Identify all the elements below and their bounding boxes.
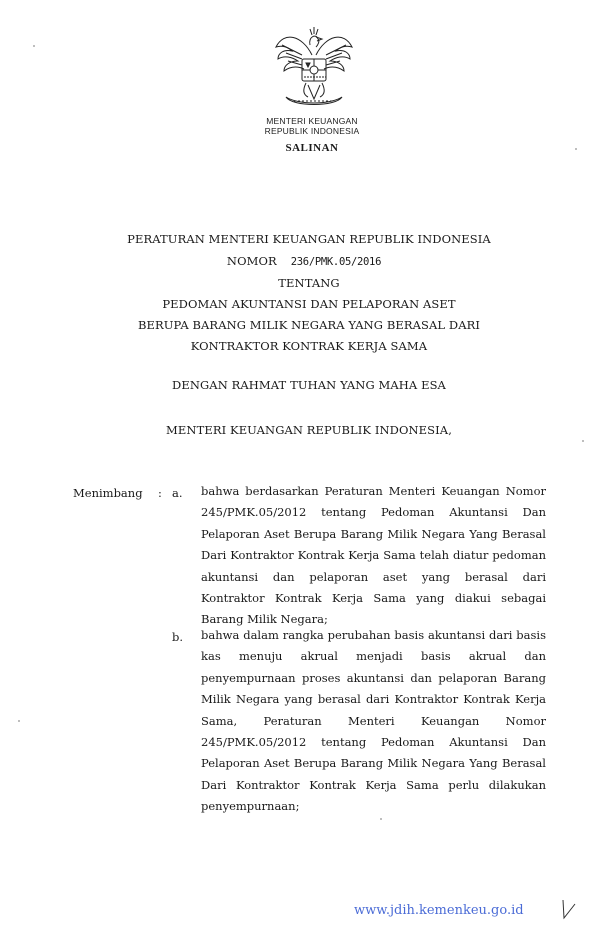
scan-speck (380, 818, 382, 820)
item-a-paragraph: bahwa berdasarkan Peraturan Menteri Keuangan Nomor 245/PMK.05/2012 tentang Pedoman Akuntansi Dan Pelaporan Aset Berupa Barang Milik Negara Yang Berasal Dari Kontraktor Kontrak Kerja Sama telah diatur pedoman akuntansi dan pelaporan aset yang berasal dari Kontraktor Kontrak Kerja Sama yang diakui sebagai Barang Milik Negara; (201, 484, 546, 627)
scan-speck (582, 440, 584, 442)
item-b-letter: b. (172, 630, 184, 644)
subject-line-3: KONTRAKTOR KONTRAK KERJA SAMA (190, 339, 428, 353)
nomor-label: NOMOR (226, 254, 277, 268)
subject-line-2: BERUPA BARANG MILIK NEGARA YANG BERASAL DARI (137, 318, 481, 332)
garuda-emblem-icon (272, 25, 356, 113)
paraf-initial-icon (560, 898, 578, 920)
item-a-letter: a. (172, 486, 183, 500)
tentang-label: TENTANG (278, 276, 340, 290)
nomor-value: 236/PMK.05/2016 (290, 256, 382, 268)
org-name-line1: MENTERI KEUANGAN (266, 116, 358, 126)
item-b-paragraph: bahwa dalam rangka perubahan basis akuntansi dari basis kas menuju akrual menjadi basis akrual dan penyempurnaan proses akuntansi dan pelaporan Barang Milik Negara yang berasal dari Kontraktor Kontrak Kerja Sama, Peraturan Menteri Keuangan Nomor 245/PMK.05/2012 tentang Pedoman Akuntansi Dan Pelaporan Aset Berupa Barang Milik Negara Yang Berasal Dari Kontraktor Kontrak Kerja Sama perlu dilakukan penyempurnaan; (201, 628, 546, 814)
scan-speck (575, 148, 577, 150)
invocation: DENGAN RAHMAT TUHAN YANG MAHA ESA (172, 378, 446, 392)
regulation-title: PERATURAN MENTERI KEUANGAN REPUBLIK INDONESIA (127, 232, 491, 246)
subject-line-1: PEDOMAN AKUNTANSI DAN PELAPORAN ASET (162, 297, 456, 311)
item-a-text (201, 481, 546, 631)
authority-line: MENTERI KEUANGAN REPUBLIK INDONESIA, (166, 423, 452, 437)
menimbang-label: Menimbang (73, 486, 143, 500)
org-name-line2: REPUBLIK INDONESIA (264, 126, 360, 136)
salinan-stamp: SALINAN (285, 142, 339, 154)
footer-url-link[interactable]: www.jdih.kemenkeu.go.id (354, 903, 524, 918)
scan-speck (33, 45, 35, 47)
regulation-number (0, 254, 610, 268)
item-b-text (201, 625, 546, 818)
scan-speck (18, 720, 20, 722)
menimbang-colon: : (158, 486, 162, 500)
